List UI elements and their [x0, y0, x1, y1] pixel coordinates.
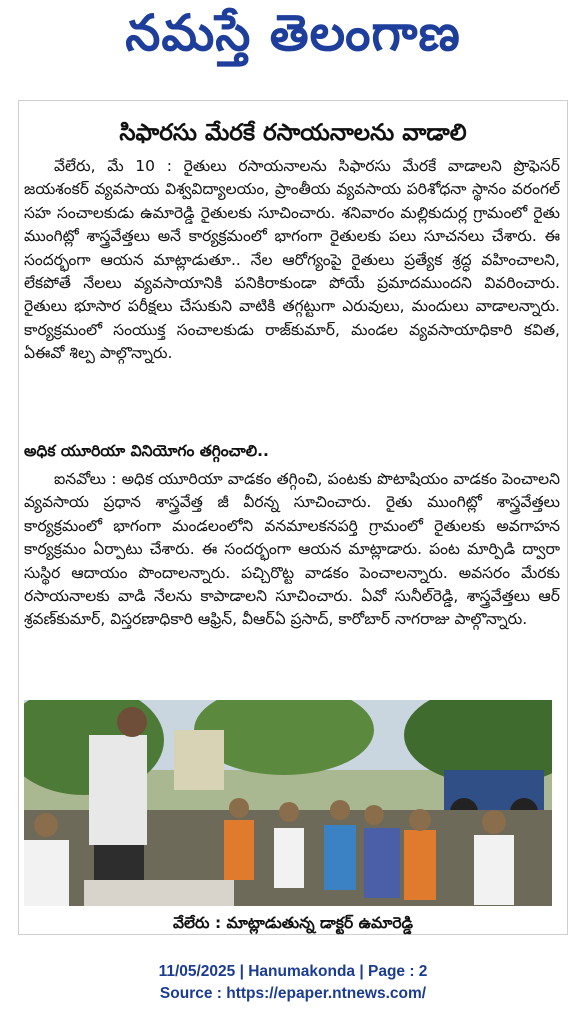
meeting-photo-illustration	[24, 700, 552, 906]
paragraph-1-text: వేలేరు, మే 10 : రైతులు రసాయనాలను సిఫారసు మేరకే వాడాలని ప్రొఫెసర్ జయశంకర్ వ్యవసాయ విశ్వవిద్యాలయం, ప్రాంతీయ వ్యవసాయ పరిశోధనా స్థానం వరంగల్ సహ సంచాలకుడు ఉమారెడ్డి రైతులకు సూచించారు. శనివారం మల్లికుదుర్ల గ్రామంలో రైతు ముంగిట్లో శాస్త్రవేత్తలు అనే కార్యక్రమంలో భాగంగా రైతులకు పలు సూచనలు చేశారు. ఈ సందర్భంగా ఆయన మాట్లాడుతూ.. నేల ఆరోగ్యంపై రైతులు ప్రత్యేక శ్రద్ధ వహించాలని, లేకపోతే నేలలు వ్యవసాయానికి పనికిరాకుండా పోయే ప్రమాదముందని వివరించారు. రైతులు భూసార పరీక్షలు చేసుకుని వాటికి తగ్గట్టుగా ఎరువులు, మందులు వాడాలన్నారు. కార్యక్రమంలో సంయుక్త సంచాలకుడు రాజ్‌కుమార్, మండల వ్యవసాయాధికారి కవిత, ఏఈవో శిల్ప పాల్గొన్నారు.	[24, 157, 560, 363]
photo-caption: వేలేరు : మాట్లాడుతున్న డాక్టర్ ఉమారెడ్డి	[172, 914, 413, 932]
edition-date-line: 11/05/2025 | Hanumakonda | Page : 2	[158, 963, 428, 980]
article-subheading: అధిక యూరియా వినియోగం తగ్గించాలి..	[24, 442, 269, 460]
article-paragraph-1	[24, 155, 560, 437]
masthead-title: నమస్తే తెలంగాణ	[125, 3, 461, 62]
newspaper-masthead	[0, 0, 586, 78]
article-paragraph-2	[24, 468, 560, 696]
source-url-line[interactable]: Source : https://epaper.ntnews.com/	[159, 985, 427, 1002]
article-headline: సిఫారసు మేరకే రసాయనాలను వాడాలి	[119, 120, 467, 146]
article-photo	[24, 700, 552, 906]
paragraph-2-text: ఐనవోలు : అధిక యూరియా వాడకం తగ్గించి, పంటకు పొటాషియం వాడకం పెంచాలని వ్యవసాయ ప్రధాన శాస్త్రవేత్త జీ వీరన్న సూచించారు. రైతు ముంగిట్లో శాస్త్రవేత్తలు కార్యక్రమంలో భాగంగా మండలంలోని వనమాలకనపర్తి గ్రామంలో రైతులకు అవగాహన కార్యక్రమం ఏర్పాటు చేశారు. ఈ సందర్భంగా ఆయన మాట్లాడారు. పంట మార్పిడి ద్వారా సుస్థిర ఆదాయం పొందాలన్నారు. పచ్చిరొట్ట వాడకం పెంచాలన్నారు. అవసరం మేరకు రసాయనాలకు వాడి నేలను కాపాడాలని సూచించారు. ఏవో సునీల్‌రెడ్డి, శాస్త్రవేత్తలు ఆర్ శ్రవణ్‌కుమార్, విస్తరణాధికారి ఆఫ్రిన్, వీఆర్ఏ ప్రసాద్, కారోబార్ నాగరాజు పాల్గొన్నారు.	[24, 470, 560, 629]
